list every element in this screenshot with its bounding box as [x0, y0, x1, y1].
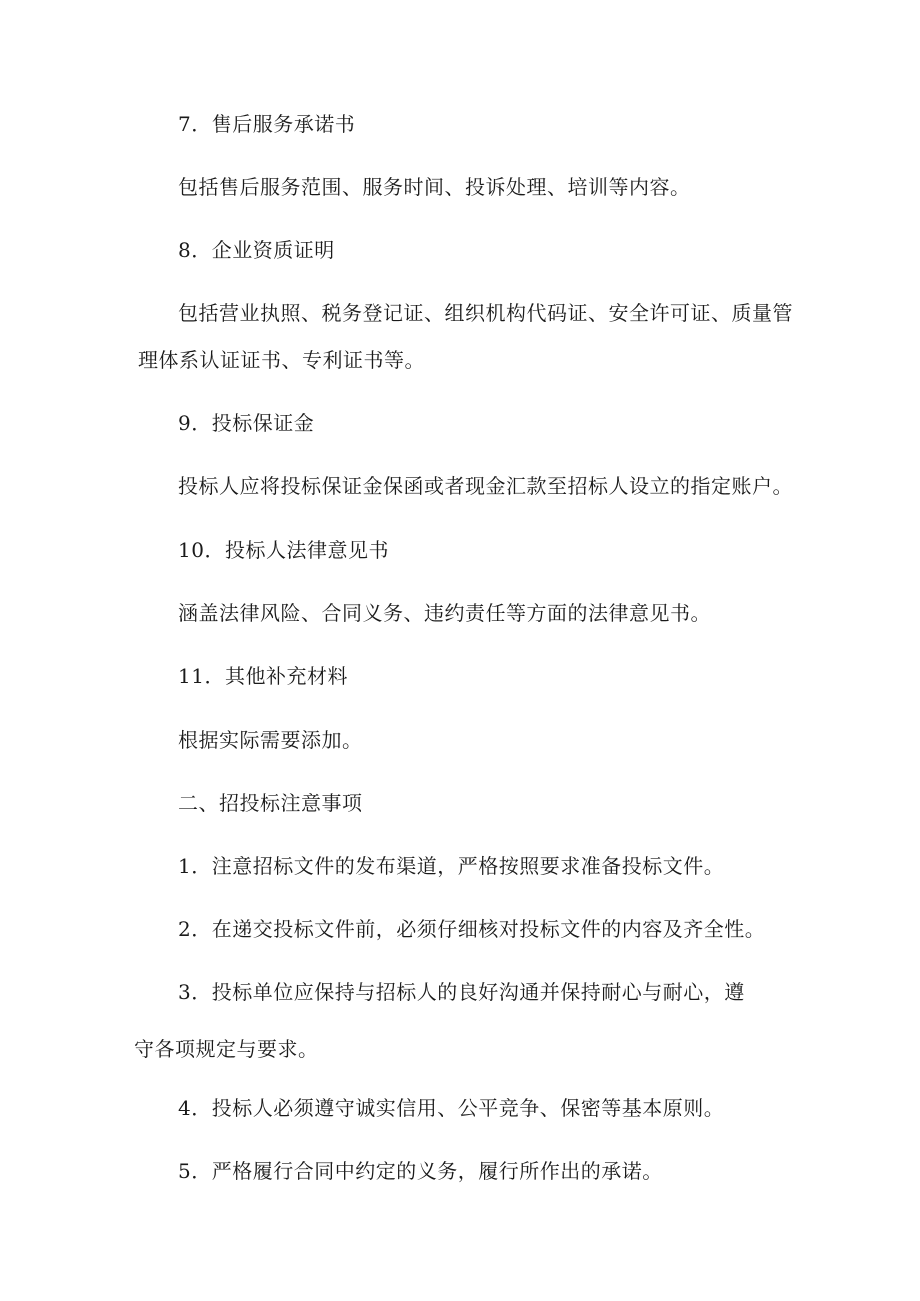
- paragraph-supplementary: 根据实际需要添加。: [178, 728, 363, 752]
- note-item-1: 1．注意招标文件的发布渠道，严格按照要求准备投标文件。: [178, 854, 725, 878]
- note-item-3-line1: 3．投标单位应保持与招标人的良好沟通并保持耐心与耐心，遵: [178, 980, 745, 1004]
- heading-bid-bond: 9．投标保证金: [178, 411, 315, 435]
- paragraph-after-sales: 包括售后服务范围、服务时间、投诉处理、培训等内容。: [178, 175, 691, 199]
- paragraph-legal-opinion: 涵盖法律风险、合同义务、违约责任等方面的法律意见书。: [178, 601, 711, 625]
- heading-qualification: 8．企业资质证明: [178, 238, 335, 262]
- section-heading-notes: 二、招投标注意事项: [178, 791, 363, 815]
- heading-supplementary: 11．其他补充材料: [178, 664, 348, 688]
- note-item-5: 5．严格履行合同中约定的义务，履行所作出的承诺。: [178, 1159, 663, 1183]
- note-item-3-line2: 守各项规定与要求。: [134, 1037, 319, 1061]
- note-item-4: 4．投标人必须遵守诚实信用、公平竞争、保密等基本原则。: [178, 1096, 725, 1120]
- paragraph-qualification-line2: 理体系认证证书、专利证书等。: [138, 348, 425, 372]
- heading-after-sales-commitment: 7．售后服务承诺书: [178, 112, 356, 136]
- heading-legal-opinion: 10．投标人法律意见书: [178, 538, 389, 562]
- paragraph-bid-bond: 投标人应将投标保证金保函或者现金汇款至招标人设立的指定账户。: [178, 474, 793, 498]
- note-item-2: 2．在递交投标文件前，必须仔细核对投标文件的内容及齐全性。: [178, 917, 766, 941]
- paragraph-qualification-line1: 包括营业执照、税务登记证、组织机构代码证、安全许可证、质量管: [178, 301, 793, 325]
